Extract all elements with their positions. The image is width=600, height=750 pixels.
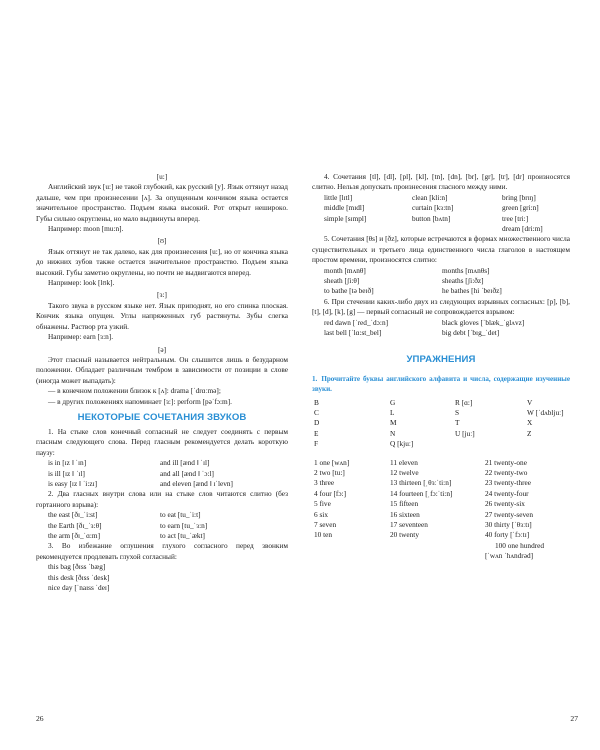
page-number-right: 27: [570, 714, 578, 723]
rule-5: 5. Сочетания [θs] и [ðz], которые встречаются в формах множественного числа существительных и третьего лица единственного числа глаголов в настоящем простом времени, произносятся слитно:: [312, 234, 570, 265]
exercise-text: Прочитайте буквы английского алфавита и числа, содержащие изученные звуки.: [312, 374, 570, 393]
number-item: 21 twenty-one: [485, 457, 527, 467]
example-moon: Например: moon [mu:n].: [48, 224, 124, 234]
number-item: 24 twenty-four: [485, 488, 529, 498]
rule-1: 1. На стыке слов конечный согласный не следует соединять с первым гласным следующего слова. Перед гласным рекомендуется делать короткую паузу:: [36, 426, 288, 457]
sound-schwa-description: Этот гласный называется нейтральным. Он слышится лишь в безударном положении. Обладает различным тембром в зависимости от позиции в слове (иногда может выпадать):: [36, 354, 288, 385]
rule-2-examples: [36, 510, 288, 541]
example-item: and all [ænd ‖ ˈɔ:l]: [160, 468, 214, 478]
alphabet-grid: [314, 398, 570, 450]
example-earn: Например: earn [ɜ:n].: [48, 332, 114, 342]
letter: R [ɑ:]: [455, 397, 473, 407]
example-look: Например: look [lʊk].: [48, 278, 115, 288]
number-item: 100 one hundred: [495, 540, 545, 550]
example-item: to act [tu_ˈækt]: [160, 531, 205, 540]
number-item: 2 two [tu:]: [314, 467, 345, 477]
example-item: to bathe [tə beɪð]: [324, 286, 374, 296]
example-item: simple [sɪmpl]: [324, 213, 367, 223]
exercise-1-instruction: [312, 374, 570, 394]
number-item: 17 seventeen: [390, 519, 428, 529]
number-item: 3 three: [314, 478, 335, 488]
letter: F: [314, 439, 319, 449]
number-item: 7 seven: [314, 519, 337, 529]
example-item: dream [dri:m]: [502, 224, 543, 234]
example-item: tree [tri:]: [502, 213, 529, 223]
number-item: 20 twenty: [390, 530, 419, 540]
letter: T: [455, 418, 460, 428]
page-number-left: 26: [36, 714, 44, 723]
section-heading-sound-combinations: НЕКОТОРЫЕ СОЧЕТАНИЯ ЗВУКОВ: [77, 411, 247, 423]
number-item: 30 thirty [ˈθɜːtɪ]: [485, 519, 532, 529]
schwa-final-position: — в конечном положении близок к [ʌ]: drama [ˈdrɑːmə];: [48, 386, 221, 396]
example-item: the east [ðɪ_ˈi:st]: [48, 510, 98, 520]
numbers-list: [314, 458, 570, 562]
section-heading-exercises: УПРАЖНЕНИЯ: [406, 353, 476, 365]
number-item: 6 six: [314, 509, 328, 519]
letter: [455, 439, 527, 449]
example-item: green [gri:n]: [502, 203, 539, 213]
letter: Z: [527, 428, 532, 438]
sound-er-label: [ɜ:]: [157, 290, 167, 300]
example-item: to eat [tu_ˈi:t]: [160, 510, 201, 520]
number-item: 23 twenty-three: [485, 478, 531, 488]
example-item: month [mʌnθ]: [324, 265, 366, 275]
example-item: bring [brɪŋ]: [502, 192, 536, 202]
letter: L: [390, 407, 395, 417]
number-item: 12 twelve: [390, 467, 419, 477]
number-item: 27 twenty-seven: [485, 509, 534, 519]
example-item: is easy [ɪz ‖ ˈi:zɪ]: [48, 478, 98, 488]
letter: N: [390, 428, 396, 438]
example-item: the arm [ðɪ_ˈɑ:m]: [48, 531, 101, 540]
sound-u-long-label: [u:]: [156, 172, 168, 181]
example-item: big debt [ˈbɪg_ˈdet]: [442, 328, 500, 338]
rule-6-examples: [312, 318, 570, 339]
number-item: 10 ten: [314, 530, 333, 540]
letter: V: [527, 397, 533, 407]
number-item: 4 four [fɔ:]: [314, 488, 347, 498]
right-page: [300, 0, 600, 750]
example-item: is ill [ɪz ‖ ˈɪl]: [48, 468, 85, 478]
example-item: this bag [ðɪss ˈbæg]: [48, 562, 106, 572]
number-item: 5 five: [314, 499, 331, 509]
right-page-text: [312, 172, 570, 562]
letter: Q [kjuː]: [390, 439, 414, 449]
example-item: last bell [ˈlɑ:st_bel]: [324, 328, 382, 338]
sound-u-short-label: [ʊ]: [157, 236, 167, 246]
rule-6: 6. При стечении каких-либо двух из следующих взрывных согласных: [p], [b], [t], [d], [k], [g] — первый согласный не сопровождается взрывом:: [312, 296, 570, 317]
number-item: 15 fifteen: [390, 499, 419, 509]
number-item: 11 eleven: [390, 457, 418, 467]
example-item: little [lɪtl]: [324, 192, 353, 202]
letter: W [ˈdʌbljuː]: [527, 407, 564, 417]
example-item: clean [kli:n]: [412, 192, 448, 202]
sound-er-description: Такого звука в русском языке нет. Язык приподнят, но его спинка плоская. Кончик языка опущен. Углы напряженных губ растянуты. Зубы слегка обнажены. Раствор рта узкий.: [36, 300, 288, 331]
example-item: middle [mɪdl]: [324, 203, 365, 213]
letter: M: [390, 418, 397, 428]
example-item: curtain [kɜ:tn]: [412, 203, 454, 213]
sound-schwa-label: [ə]: [157, 344, 167, 354]
example-item: sheaths [ʃi:ðz]: [442, 276, 484, 286]
example-item: is in [ɪz ‖ ˈɪn]: [48, 458, 87, 468]
left-page-text: [36, 172, 288, 593]
rule-2: 2. Два гласных внутри слова или на стыке слов читаются слитно (без гортанного взрыва):: [36, 489, 288, 509]
rule-4: 4. Сочетания [tl], [dl], [pl], [kl], [tn], [dn], [br], [gr], [tr], [dr] произносятся слитно. Нельзя допускать произнесения гласного между ними.: [312, 172, 570, 192]
rule-1-examples: [36, 458, 288, 489]
example-item: the Earth [ðɪ_ˈɜ:θ]: [48, 520, 102, 530]
number-item: 13 thirteen [ˌθɜːˈti:n]: [390, 478, 452, 488]
example-item: [412, 224, 502, 234]
letter: [527, 439, 572, 449]
example-item: to earn [tu_ˈɜ:n]: [160, 520, 208, 530]
rule-4-examples: [312, 193, 570, 235]
rule-3: 3. Во избежание оглушения глухого согласного перед звонким рекомендуется продлевать глухой согласный:: [36, 541, 288, 561]
example-item: months [mʌnθs]: [442, 265, 490, 275]
number-item: [ˈwʌn ˈhʌndrəd]: [485, 551, 534, 561]
example-item: this desk [ðɪss ˈdesk]: [48, 572, 110, 582]
number-item: 16 sixteen: [390, 509, 420, 519]
rule-5-examples: [312, 266, 570, 297]
number-item: 22 twenty-two: [485, 467, 528, 477]
number-item: 40 forty [ˈfɔːtɪ]: [485, 530, 530, 540]
sound-u-long-description: Английский звук [u:] не такой глубокий, как русский [у]. Язык оттянут назад дальше, чем при произнесении [ʌ]. За опущенным кончиком языка остается значительное пространство. Подъем языка высокий. Рот открыт неширокo. Губы сильно округлены, но мало выдвинуты вперед.: [36, 182, 288, 223]
schwa-other-positions: — в других положениях напоминает [ɜ:]: perform [pəˈfɔ:m].: [48, 396, 232, 406]
example-item: he bathes [hi ˈbeɪðz]: [442, 286, 502, 296]
example-item: red dawn [ˈred_ˈdɔ:n]: [324, 317, 389, 327]
letter: B: [314, 397, 319, 407]
letter: S: [455, 407, 460, 417]
letter: D: [314, 418, 320, 428]
letter: X: [527, 418, 533, 428]
example-item: sheath [ʃi:θ]: [324, 276, 360, 286]
number-item: 26 twenty-six: [485, 499, 525, 509]
letter: E: [314, 428, 319, 438]
number-item: 14 fourteen [ˌfɔ:ˈti:n]: [390, 488, 453, 498]
sound-u-short-description: Язык оттянут не так далеко, как для произнесения [u:], но от кончика языка до нижних зубов также остается значительное пространство. Подъем языка высокий. Губы заметно округлены, но почти не выдвигаются вперед.: [36, 246, 288, 277]
numbers-column-1: [314, 458, 390, 562]
rule-3-examples: [36, 562, 288, 593]
letter: G: [390, 397, 396, 407]
example-item: [324, 224, 412, 234]
exercise-number: 1.: [312, 374, 318, 383]
numbers-column-3: [485, 458, 570, 562]
example-item: button [bʌtn]: [412, 213, 451, 223]
numbers-column-2: [390, 458, 485, 562]
number-item: 1 one [wʌn]: [314, 457, 350, 467]
example-item: black gloves [ˈblæk_ˈglʌvz]: [442, 317, 525, 327]
letter: C: [314, 407, 319, 417]
example-item: nice day [ˈnaɪss ˈdeɪ]: [48, 583, 110, 593]
letter: U [juː]: [455, 428, 475, 438]
example-item: and ill [ænd ‖ ˈɪl]: [160, 458, 210, 468]
example-item: and eleven [ænd ‖ ɪˈlevn]: [160, 478, 233, 488]
